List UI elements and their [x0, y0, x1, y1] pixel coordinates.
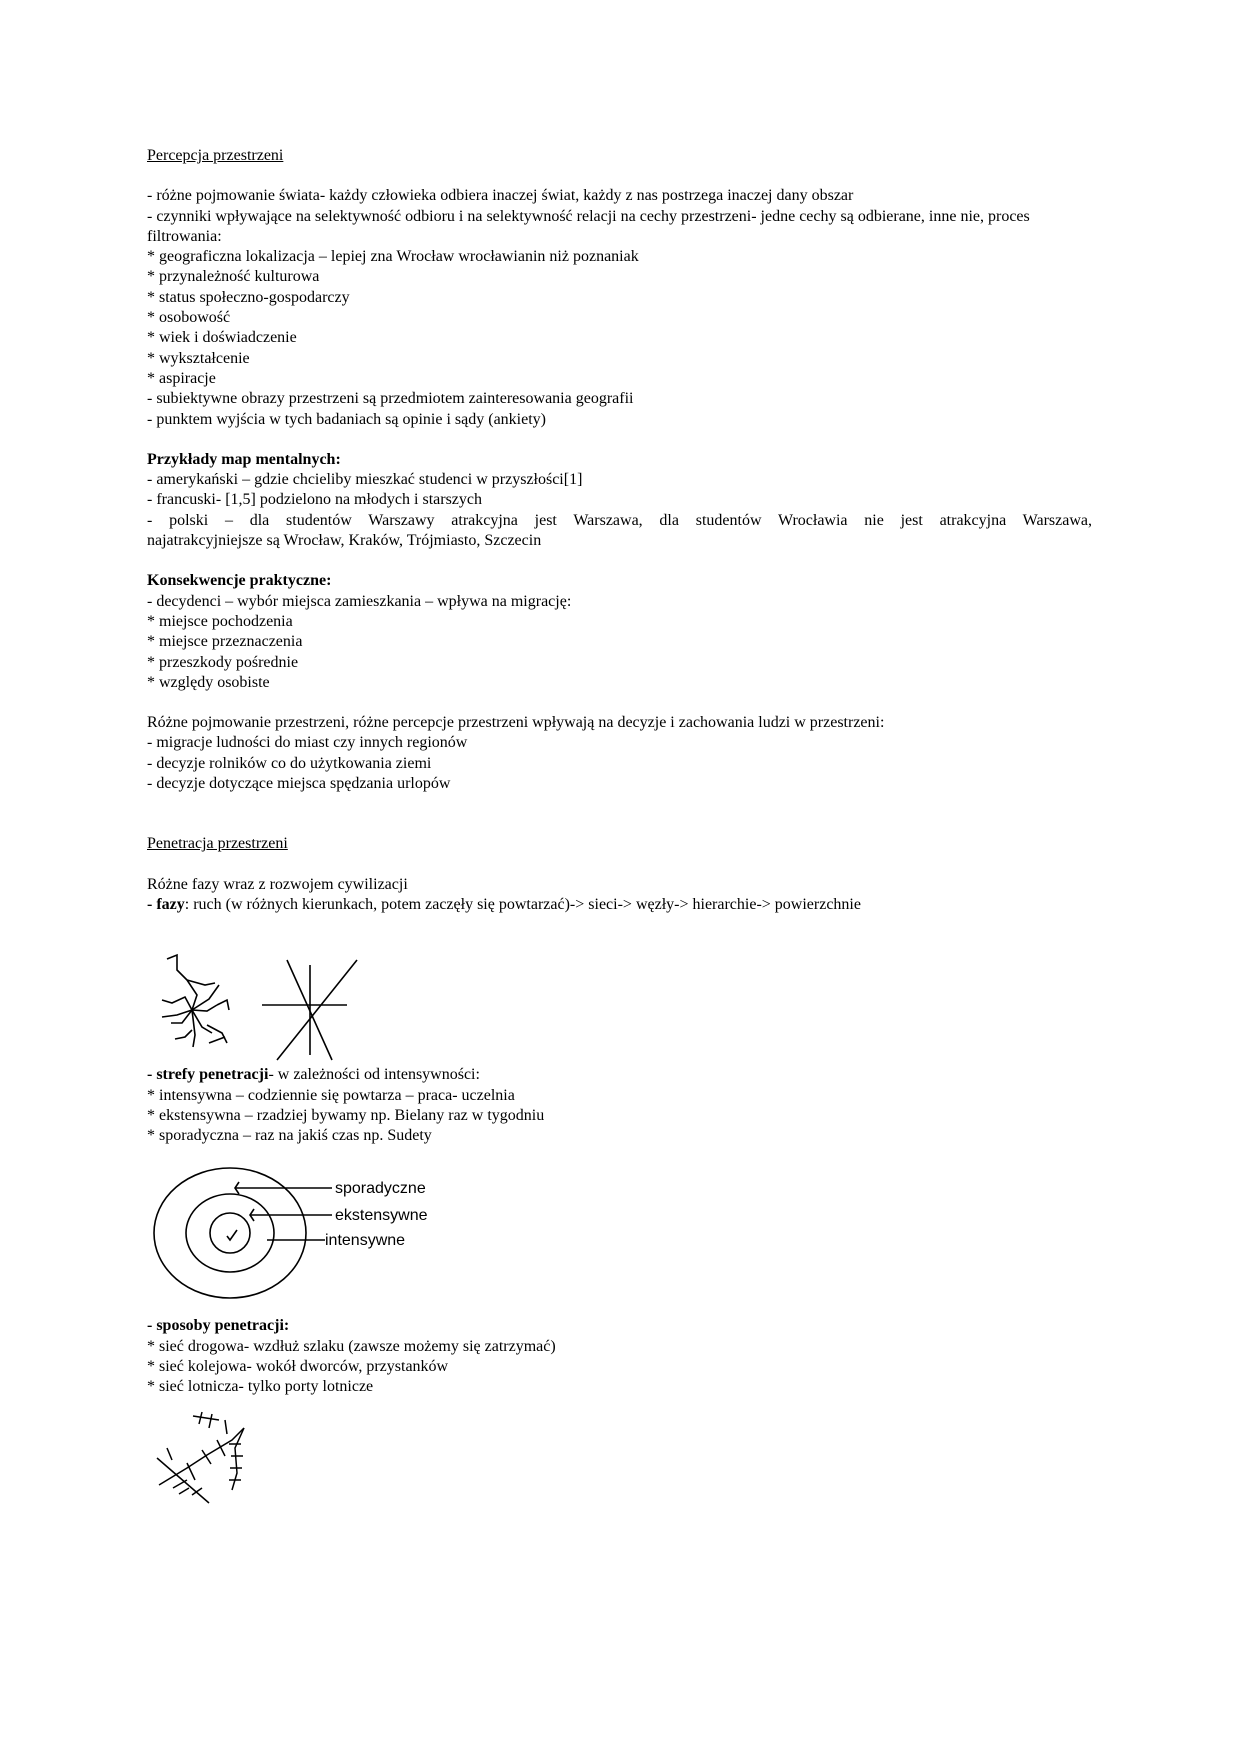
list-item: - różne pojmowanie świata- każdy człowieka odbiera inaczej świat, każdy z nas postrzega inaczej dany obszar: [147, 187, 854, 205]
list-item: * ekstensywna – rzadziej bywamy np. Bielany raz w tygodniu: [147, 1106, 545, 1124]
phases-label: - fazy: [147, 895, 185, 913]
list-item: * miejsce pochodzenia: [147, 612, 293, 630]
phases-text: : ruch (w różnych kierunkach, potem zaczęły się powtarzać)-> sieci-> węzły-> hierarchie-> powierzchnie: [184, 895, 861, 913]
list-item: * miejsce przeznaczenia: [147, 633, 303, 651]
zones-heading: [147, 1065, 1092, 1085]
list-item: - polski – dla studentów Warszawy atrakcyjna jest Warszawa, dla studentów Wrocławia nie jest atrakcyjna Warszawa,: [147, 511, 1092, 529]
list-item: - decyzje dotyczące miejsca spędzania urlopów: [147, 775, 451, 793]
movement-sketch-crossing: [262, 960, 357, 1060]
list-item: - punktem wyjścia w tych badaniach są opinie i sądy (ankiety): [147, 410, 546, 428]
mental-maps-heading: Przykłady map mentalnych:: [147, 450, 341, 468]
list-item: * przeszkody pośrednie: [147, 653, 299, 671]
list-item: * sporadyczna – raz na jakiś czas np. Sudety: [147, 1127, 432, 1145]
list-item: - migracje ludności do miast czy innych regionów: [147, 734, 468, 752]
list-item: * osobowość: [147, 309, 231, 327]
phases-intro: Różne fazy wraz z rozwojem cywilizacji: [147, 875, 408, 893]
list-item: * sieć lotnicza- tylko porty lotnicze: [147, 1378, 374, 1396]
list-item: * intensywna – codziennie się powtarza – praca- uczelnia: [147, 1086, 515, 1104]
section-title-perception: Percepcja przestrzeni: [147, 147, 284, 164]
list-item: - decydenci – wybór miejsca zamieszkania – wpływa na migrację:: [147, 592, 572, 610]
list-item: - subiektywne obrazy przestrzeni są przedmiotem zainteresowania geografii: [147, 390, 634, 408]
movement-sketch-random: [162, 955, 229, 1047]
list-item: * przynależność kulturowa: [147, 268, 320, 286]
phases-line: [147, 895, 1092, 915]
list-item: - francuski- [1,5] podzielono na młodych i starszych: [147, 491, 483, 509]
label-intensive: intensywne: [325, 1232, 406, 1250]
zone-inner-ring: [210, 1213, 250, 1253]
zones-heading-rest: - w zależności od intensywności:: [268, 1066, 480, 1084]
label-extensive: ekstensywne: [335, 1207, 428, 1225]
section-title-penetration: Penetracja przestrzeni: [147, 835, 288, 853]
zone-middle-ring: [186, 1194, 274, 1272]
methods-heading: - sposoby penetracji:: [147, 1317, 290, 1335]
consequences-heading: Konsekwencje praktyczne:: [147, 572, 332, 590]
list-item: * wiek i doświadczenie: [147, 329, 297, 347]
list-item: * względy osobiste: [147, 673, 270, 691]
list-item: * geograficzna lokalizacja – lepiej zna Wrocław wrocławianin niż poznaniak: [147, 248, 639, 266]
network-figure: [147, 1398, 1092, 1508]
list-item: * status społeczno-gospodarczy: [147, 288, 350, 306]
label-sporadic: sporadyczne: [335, 1180, 426, 1198]
list-item: - czynniki wpływające na selektywność odbioru i na selektywność relacji na cechy przestrzeni- jedne cechy są odbierane, inne nie, proces filtrowania:: [147, 207, 1030, 245]
list-item: * wykształcenie: [147, 349, 250, 367]
list-item: - amerykański – gdzie chcieliby mieszkać studenci w przyszłości[1]: [147, 471, 583, 489]
list-item: * sieć kolejowa- wokół dworców, przystanków: [147, 1357, 449, 1375]
zones-diagram: [147, 1146, 1092, 1316]
list-item: * aspiracje: [147, 369, 216, 387]
list-item: * sieć drogowa- wzdłuż szlaku (zawsze możemy się zatrzymać): [147, 1337, 556, 1355]
zones-heading-bold: - strefy penetracji: [147, 1066, 269, 1084]
document-page: [147, 146, 1092, 1508]
list-item-continuation: najatrakcyjniejsze są Wrocław, Kraków, Trójmiasto, Szczecin: [147, 532, 542, 550]
decisions-intro: Różne pojmowanie przestrzeni, różne percepcje przestrzeni wpływają na decyzje i zachowania ludzi w przestrzeni:: [147, 714, 885, 732]
list-item: - decyzje rolników co do użytkowania ziemi: [147, 754, 432, 772]
movement-figure: [147, 915, 1092, 1065]
